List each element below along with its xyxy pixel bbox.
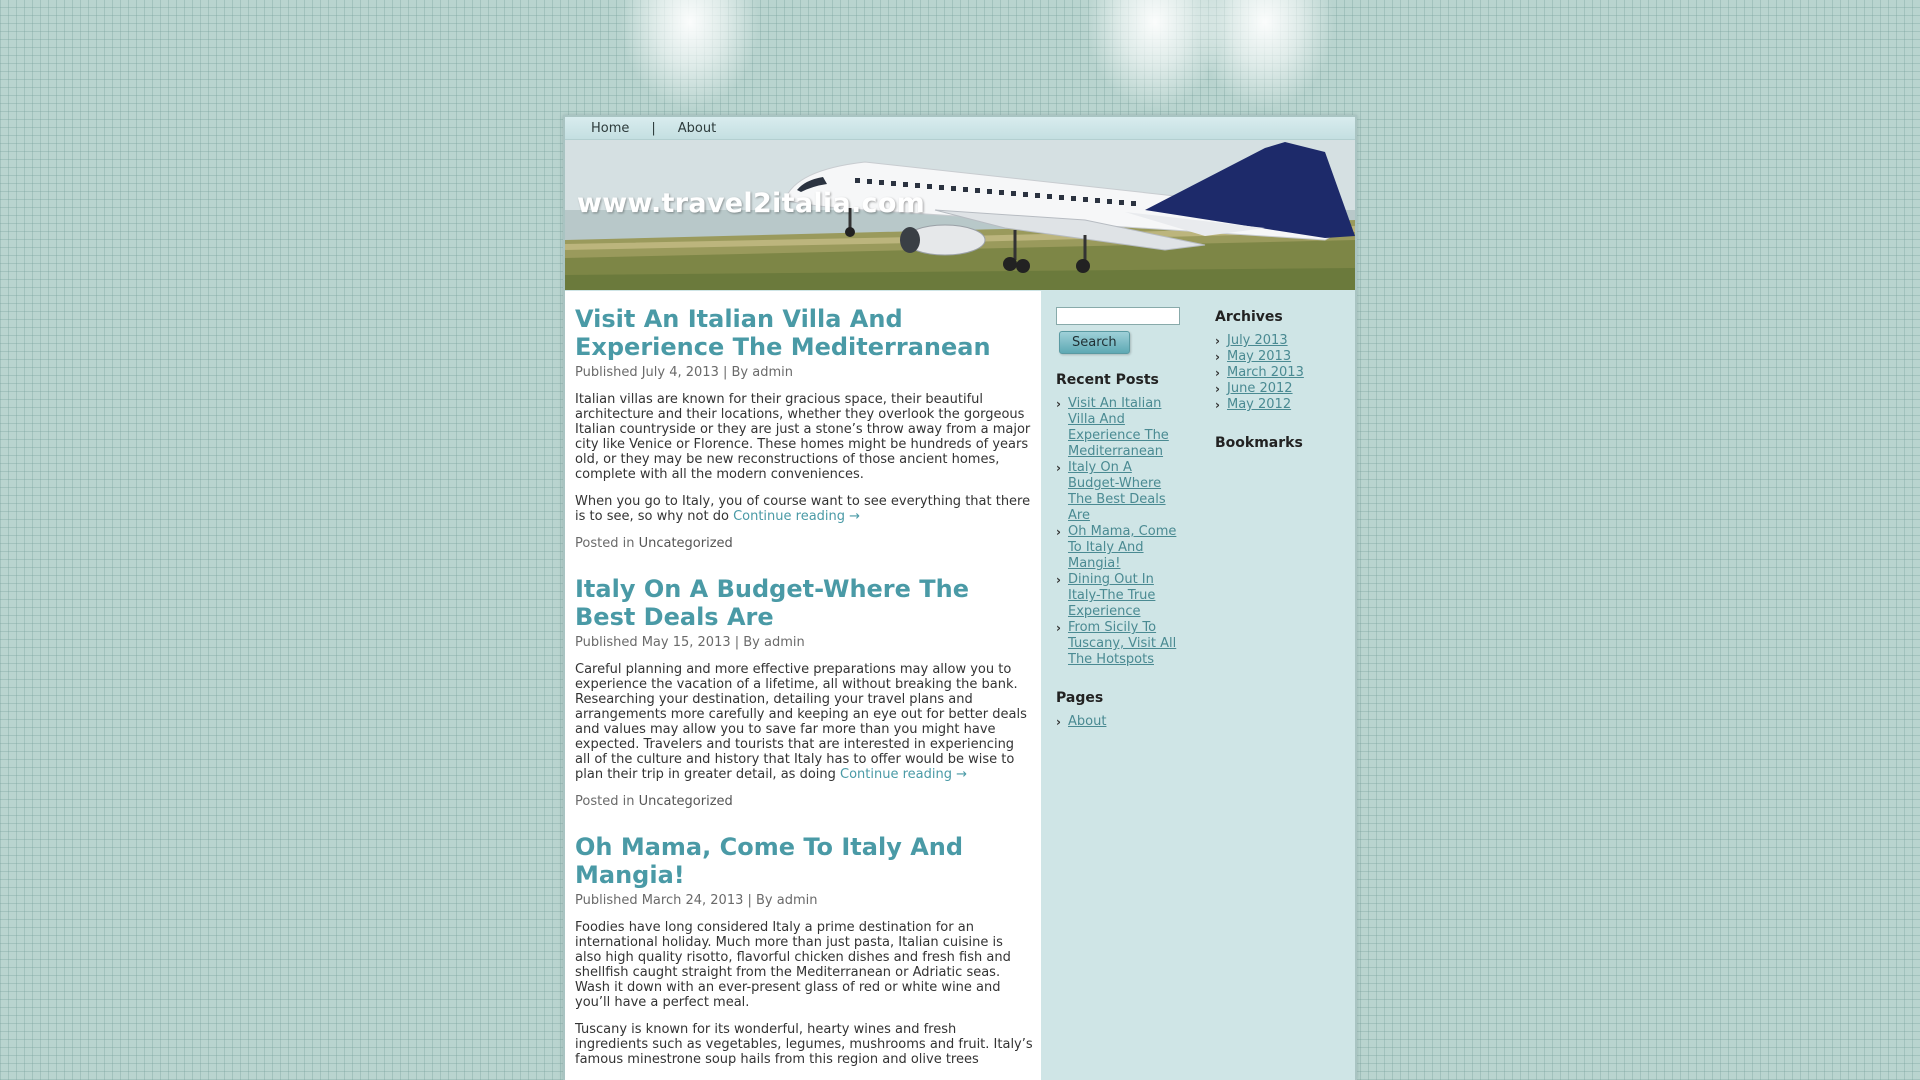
- nav-home-link[interactable]: Home: [591, 120, 630, 136]
- chevron-right-icon: ›: [1215, 398, 1220, 412]
- chevron-right-icon: ›: [1056, 621, 1061, 635]
- archives-list: [1215, 333, 1345, 413]
- page-link-about[interactable]: About: [1068, 714, 1107, 729]
- archive-link[interactable]: July 2013: [1227, 333, 1288, 348]
- chevron-right-icon: ›: [1056, 397, 1061, 411]
- post: [575, 305, 1033, 551]
- pages-list: [1056, 714, 1186, 730]
- sidebar-right: [1215, 307, 1345, 459]
- site-header: [565, 140, 1355, 290]
- background-spotlight: [620, 0, 760, 110]
- list-item: [1056, 620, 1186, 668]
- post-paragraph: [575, 662, 1033, 782]
- search-input[interactable]: [1056, 307, 1180, 325]
- post: [575, 575, 1033, 809]
- list-item: [1215, 381, 1345, 397]
- post-paragraph: Tuscany is known for its wonderful, hearty wines and fresh ingredients such as vegetables, legumes, mushrooms and fruit. Italy’s famous minestrone soup hails from this region and olive trees: [575, 1022, 1033, 1067]
- category-prefix: Posted in: [575, 794, 635, 809]
- continue-reading-link[interactable]: Continue reading →: [840, 767, 968, 782]
- post-paragraph-text: When you go to Italy, you of course want to see everything that there is to see, so why not do: [575, 494, 1031, 524]
- chevron-right-icon: ›: [1215, 382, 1220, 396]
- post-meta: Published May 15, 2013 | By admin: [575, 635, 805, 650]
- recent-post-link[interactable]: Dining Out In Italy-The True Experience: [1068, 572, 1156, 619]
- post-meta: Published March 24, 2013 | By admin: [575, 893, 818, 908]
- list-item: [1056, 714, 1186, 730]
- recent-posts-list: [1056, 396, 1186, 668]
- post-paragraph: Italian villas are known for their gracious space, their beautiful architecture and their locations, whether they overlook the gorgeous Italian countryside or they are just a stone’s throw away from a major city like Venice or Florence. These homes might be hundreds of years old, or they may be new reconstructions of those ancient homes, complete with all the modern conveniences.: [575, 392, 1031, 482]
- background-spotlight: [1085, 0, 1225, 110]
- archive-link[interactable]: June 2012: [1227, 381, 1293, 396]
- chevron-right-icon: ›: [1056, 525, 1061, 539]
- nav-separator: |: [651, 120, 656, 136]
- post-meta: Published July 4, 2013 | By admin: [575, 365, 793, 380]
- post-paragraph: [575, 494, 1033, 524]
- bookmarks-title: Bookmarks: [1215, 435, 1303, 451]
- pages-title: Pages: [1056, 690, 1104, 706]
- chevron-right-icon: ›: [1215, 334, 1220, 348]
- list-item: [1056, 572, 1186, 620]
- post-paragraph-text: Careful planning and more effective preparations may allow you to experience the vacation of a lifetime, all without breaking the bank. Researching your destination, detailing your travel plans and arrangements more carefully and keeping an eye out for better deals and values may allow you to save far more than you might have expected. Travelers and tourists that are interested in experiencing all of the culture and history that Italy has to offer would be wise to plan their trip in greater detail, as doing: [575, 662, 1027, 782]
- recent-post-link[interactable]: From Sicily To Tuscany, Visit All The Hotspots: [1068, 620, 1177, 667]
- chevron-right-icon: ›: [1056, 461, 1061, 475]
- chevron-right-icon: ›: [1215, 366, 1220, 380]
- chevron-right-icon: ›: [1215, 350, 1220, 364]
- list-item: [1215, 365, 1345, 381]
- sidebar-left: [1056, 307, 1186, 730]
- chevron-right-icon: ›: [1056, 715, 1061, 729]
- search-button[interactable]: Search: [1059, 331, 1130, 354]
- background-spotlight: [1195, 0, 1335, 110]
- page-container: [563, 115, 1357, 1080]
- list-item: [1056, 460, 1186, 524]
- archive-link[interactable]: March 2013: [1227, 365, 1304, 380]
- post-title[interactable]: Italy On A Budget-Where The Best Deals Are: [575, 575, 970, 631]
- main-content: [565, 291, 1041, 1080]
- post-category: [575, 536, 1033, 551]
- category-link[interactable]: Uncategorized: [638, 536, 733, 551]
- post: [575, 833, 1033, 1067]
- nav-about-link[interactable]: About: [677, 120, 717, 136]
- list-item: [1215, 333, 1345, 349]
- post-title[interactable]: Oh Mama, Come To Italy And Mangia!: [575, 833, 964, 889]
- continue-reading-link[interactable]: Continue reading →: [733, 509, 861, 524]
- site-title[interactable]: www.travel2italia.com: [577, 188, 926, 219]
- list-item: [1215, 397, 1345, 413]
- archive-link[interactable]: May 2012: [1227, 397, 1292, 412]
- archive-link[interactable]: May 2013: [1227, 349, 1292, 364]
- recent-posts-title: Recent Posts: [1056, 372, 1159, 388]
- post-title[interactable]: Visit An Italian Villa And Experience The Mediterranean: [575, 305, 991, 361]
- post-category: [575, 794, 1033, 809]
- top-navigation: [565, 117, 1355, 140]
- category-prefix: Posted in: [575, 536, 635, 551]
- chevron-right-icon: ›: [1056, 573, 1061, 587]
- category-link[interactable]: Uncategorized: [638, 794, 733, 809]
- recent-post-link[interactable]: Visit An Italian Villa And Experience The Mediterranean: [1068, 396, 1169, 459]
- recent-post-link[interactable]: Oh Mama, Come To Italy And Mangia!: [1068, 524, 1177, 571]
- archives-title: Archives: [1215, 309, 1283, 325]
- post-paragraph: Foodies have long considered Italy a prime destination for an international holiday. Much more than just pasta, Italian cuisine is also high quality risotto, flavorful chicken dishes and fresh fish and shellfish caught straight from the Mediterranean or Adriatic seas. Wash it down with an ever-present glass of red or white wine and you’ll have a perfect meal.: [575, 920, 1011, 1010]
- recent-post-link[interactable]: Italy On A Budget-Where The Best Deals Are: [1068, 460, 1166, 523]
- list-item: [1215, 349, 1345, 365]
- list-item: [1056, 524, 1186, 572]
- list-item: [1056, 396, 1186, 460]
